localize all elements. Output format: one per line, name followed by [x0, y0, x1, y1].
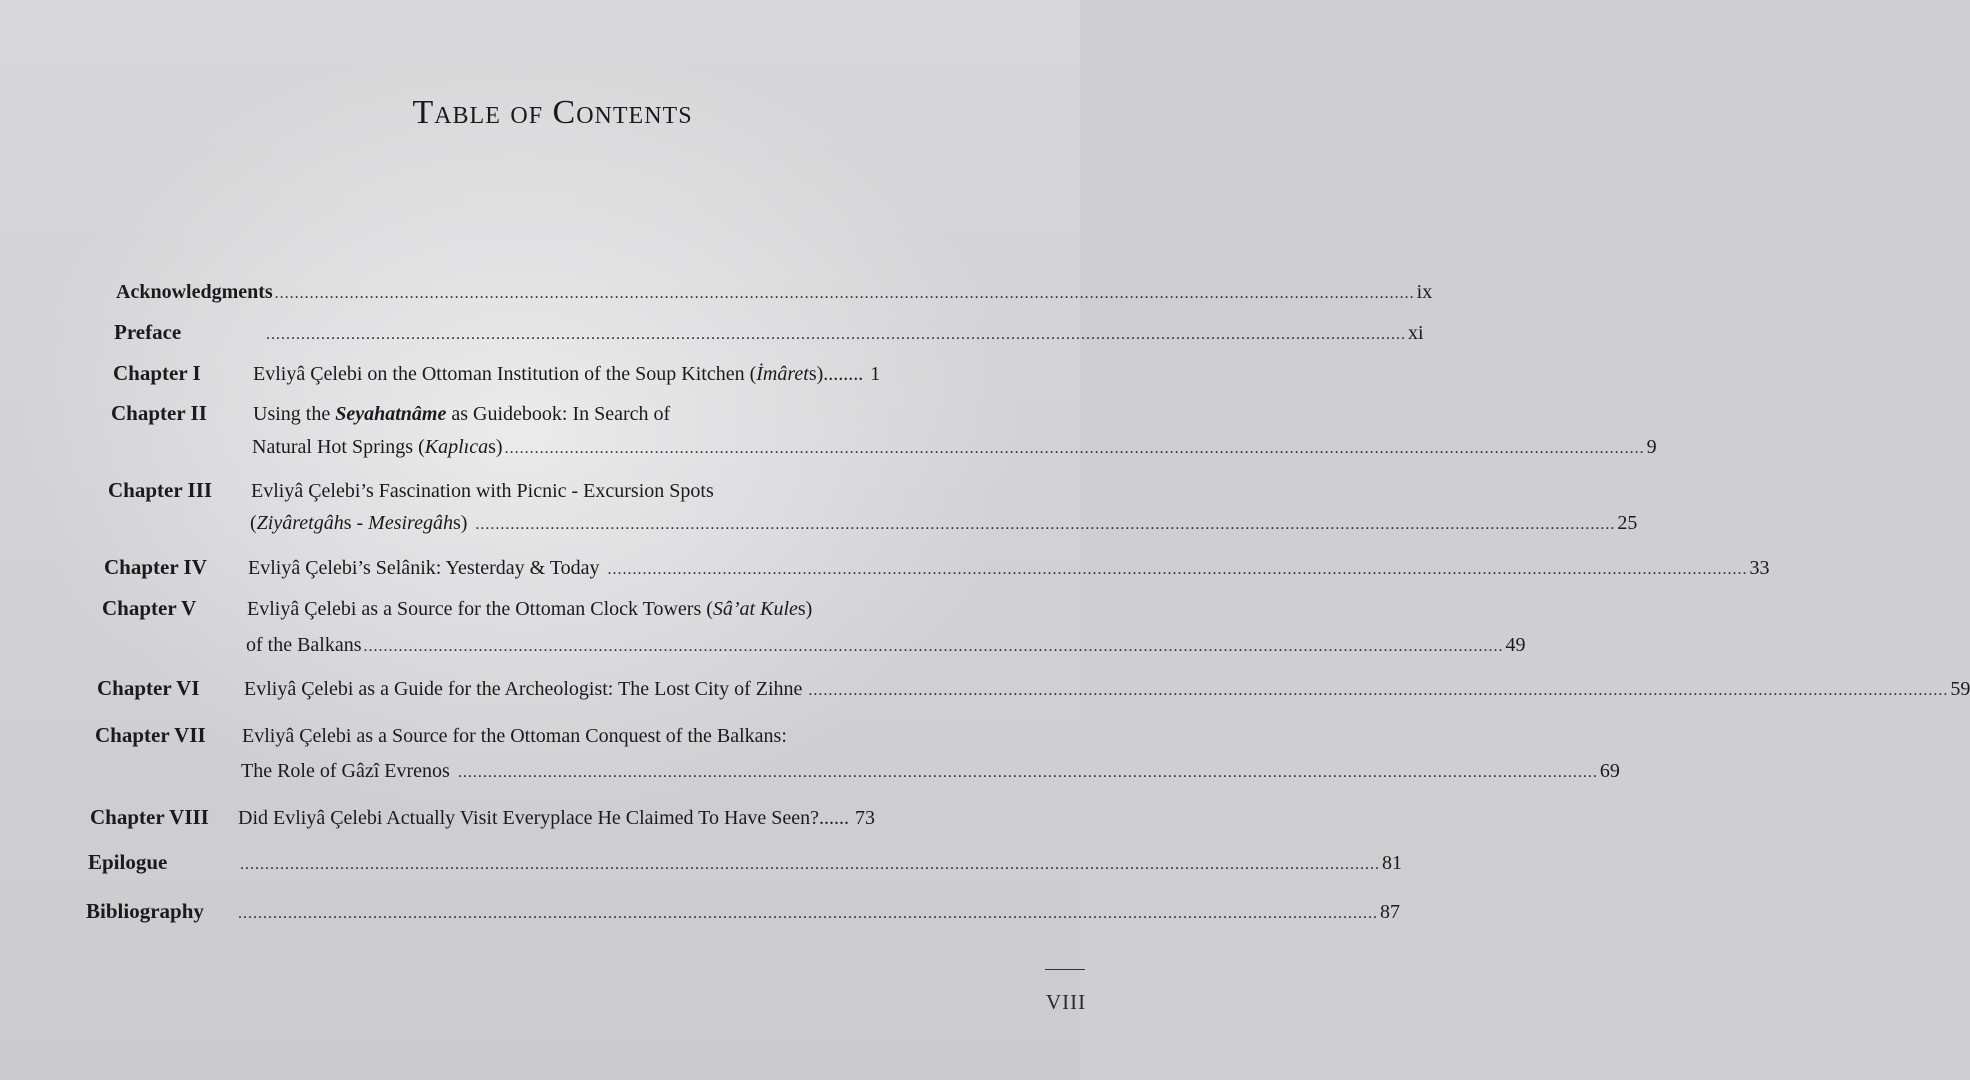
entry-label: Chapter V [102, 596, 197, 620]
toc-entry-chapter-3 [108, 480, 978, 501]
entry-title: Did Evliyâ Çelebi Actually Visit Everyplace He Claimed To Have Seen?...... [238, 807, 849, 829]
entry-page: 33 [1749, 557, 1770, 579]
toc-entry-chapter-5 [102, 598, 982, 619]
page-number: VIII [1046, 990, 1087, 1014]
entry-title: Evliyâ Çelebi on the Ottoman Institution of the Soup Kitchen (İmârets)........ [253, 363, 864, 385]
toc-entry-chapter-7-cont [241, 760, 1620, 782]
entry-page: 9 [1646, 436, 1657, 458]
entry-label: Chapter I [113, 361, 201, 385]
toc-entry-chapter-6 [97, 676, 1970, 700]
entry-page: 73 [854, 807, 875, 829]
entry-title-line-2: (Ziyâretgâhs - Mesiregâhs) [250, 512, 468, 534]
leader-dots [240, 857, 1380, 873]
leader-dots [475, 517, 1615, 533]
entry-page: 1 [870, 363, 881, 385]
toc-entry-preface [114, 320, 1424, 344]
leader-dots [238, 906, 1378, 922]
toc-entry-chapter-5-cont [246, 634, 1526, 656]
leader-dots [275, 286, 1415, 302]
entry-label: Acknowledgments [116, 281, 273, 303]
leader-dots [608, 562, 1748, 578]
toc-entry-acknowledgments [116, 281, 1433, 303]
toc-entry-chapter-2 [111, 403, 971, 424]
entry-page: ix [1416, 281, 1433, 303]
entry-page: 69 [1599, 760, 1620, 782]
entry-title-line-1: Evliyâ Çelebi as a Source for the Ottoman Conquest of the Balkans: [242, 725, 787, 747]
toc-entry-chapter-8 [90, 807, 1000, 828]
entry-title-line-2: of the Balkans [246, 634, 362, 656]
entry-label: Chapter II [111, 401, 207, 425]
entry-label: Chapter VII [95, 723, 206, 747]
toc-entry-chapter-2-cont [252, 436, 1657, 458]
entry-label: Preface [114, 320, 182, 344]
entry-title-line-1: Evliyâ Çelebi’s Fascination with Picnic - Excursion Spots [251, 480, 714, 502]
entry-label: Chapter VIII [90, 805, 209, 829]
toc-entry-chapter-1 [113, 363, 953, 384]
entry-label: Chapter III [108, 478, 213, 502]
toc-entry-bibliography [86, 899, 1400, 923]
page-title: Table of Contents [412, 94, 693, 131]
entry-title-line-1: Using the Seyahatnâme as Guidebook: In Search of [253, 403, 671, 425]
footer-rule [1045, 969, 1085, 970]
leader-dots [266, 327, 1406, 343]
toc-entry-chapter-7 [95, 725, 990, 746]
entry-page: 49 [1505, 634, 1526, 656]
entry-page: 59 [1950, 678, 1970, 700]
entry-page: xi [1408, 322, 1424, 344]
entry-title-line-1: Evliyâ Çelebi as a Source for the Ottoman Clock Towers (Sâ’at Kules) [247, 598, 813, 620]
entry-title: Evliyâ Çelebi as a Guide for the Archeologist: The Lost City of Zihne [244, 678, 803, 700]
entry-label: Bibliography [86, 899, 204, 923]
entry-title-line-2: The Role of Gâzî Evrenos [241, 760, 450, 782]
entry-label: Chapter IV [104, 555, 207, 579]
toc-entry-epilogue [88, 850, 1402, 874]
entry-title: Evliyâ Çelebi’s Selânik: Yesterday & Today [248, 557, 600, 579]
entry-title-line-2: Natural Hot Springs (Kaplıcas) [252, 436, 503, 458]
entry-page: 81 [1382, 852, 1402, 874]
toc-entry-chapter-4 [104, 555, 1770, 579]
leader-dots [458, 765, 1598, 781]
leader-dots [505, 441, 1645, 457]
entry-label: Epilogue [88, 850, 168, 874]
leader-dots [364, 639, 1504, 655]
entry-label: Chapter VI [97, 676, 200, 700]
entry-page: 25 [1617, 512, 1638, 534]
leader-dots [808, 683, 1948, 699]
toc-entry-chapter-3-cont [250, 512, 1638, 534]
entry-page: 87 [1380, 901, 1400, 923]
